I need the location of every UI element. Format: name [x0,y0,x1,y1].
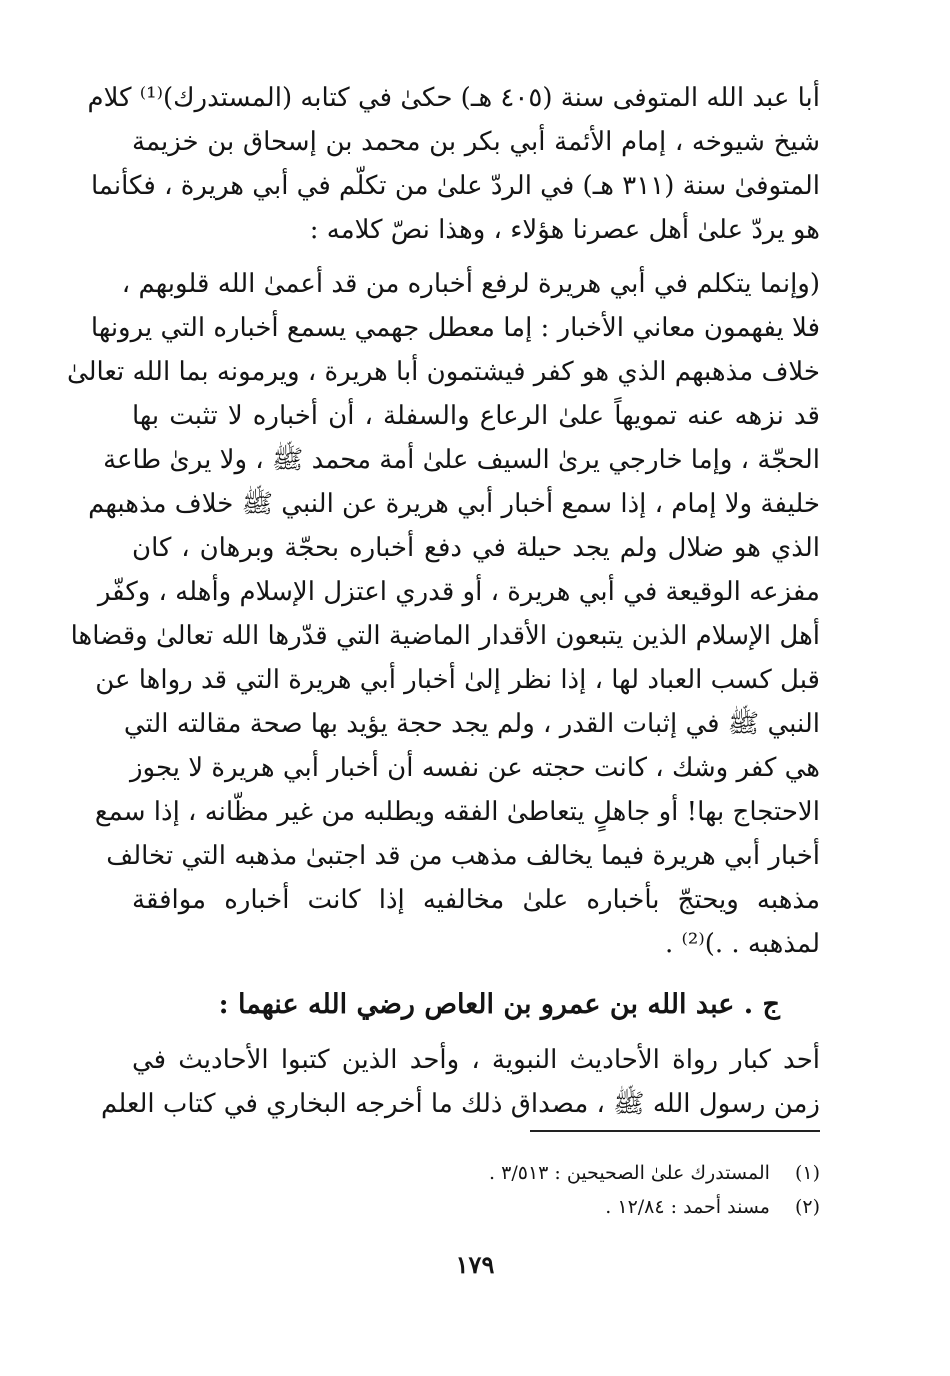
footnote-number: (٢) [794,1196,820,1218]
quote-line: قد نزهه عنه تمويهاً علىٰ الرعاع والسفلة ، أن أخباره لا تثبت بها [132,401,820,431]
footnote [132,1192,820,1222]
quote-line: أخبار أبي هريرة فيما يخالف مذهب من قد اجتبىٰ مذهبه التي تخالف [106,841,820,871]
body-line: هو يردّ علىٰ أهل عصرنا هؤلاء ، وهذا نصّ كلامه : [309,215,820,245]
body-line: المتوفىٰ سنة (٣١١ هـ) في الردّ علىٰ من تكلّم في أبي هريرة ، فكأنما [90,171,820,201]
quote-line: الذي هو ضلال ولم يجد حيلة في دفع أخباره بحجّة وبرهان ، كان [132,533,820,563]
quote-line: مفزعه الوقيعة في أبي هريرة ، أو قدري اعتزل الإسلام وأهله ، وكفّر [97,577,820,607]
quote-line: خلاف مذهبهم الذي هو كفر فيشتمون أبا هريرة ، ويرمونه بما الله تعالىٰ [66,357,820,387]
footnote-separator [530,1130,820,1132]
quote-line: (وإنما يتكلم في أبي هريرة لرفع أخباره من قد أعمىٰ الله قلوبهم ، [121,269,820,299]
body-line: شيخ شيوخه ، إمام الأئمة أبي بكر بن محمد بن إسحاق بن خزيمة [132,127,820,157]
body-line: أحد كبار رواة الأحاديث النبوية ، وأحد الذين كتبوا الأحاديث في [132,1045,820,1075]
page-number: ١٧٩ [455,1250,495,1279]
quote-line: أهل الإسلام الذين يتبعون الأقدار الماضية التي قدّرها الله تعالىٰ وقضاها [70,621,820,651]
quote-line: مذهبه ويحتجّ بأخباره علىٰ مخالفيه إذا كانت أخباره موافقة [132,885,820,915]
quote-line: لمذهبه . .)⁽²⁾ . [664,929,820,959]
footnote-number: (١) [794,1162,820,1184]
quote-line: الاحتجاج بها! أو جاهلٍ يتعاطىٰ الفقه ويطلبه من غير مظّانه ، إذا سمع [94,797,820,827]
body-line: زمن رسول الله ﷺ ، مصداق ذلك ما أخرجه البخاري في كتاب العلم [101,1089,820,1119]
quote-line: خليفة ولا إمام ، إذا سمع أخبار أبي هريرة عن النبي ﷺ خلاف مذهبهم [88,489,820,519]
quote-line: فلا يفهمون معاني الأخبار : إما معطل جهمي يسمع أخباره التي يرونها [90,313,820,343]
footnote-text: المستدرك علىٰ الصحيحين : ٣/٥١٣ . [489,1162,770,1184]
quote-line: النبي ﷺ في إثبات القدر ، ولم يجد حجة يؤيد بها صحة مقالته التي [123,709,820,739]
section-heading: ج . عبد الله بن عمرو بن العاص رضي الله عنهما : [218,989,780,1020]
footnote [132,1158,820,1188]
body-line: أبا عبد الله المتوفى سنة (٤٠٥ هـ) حكىٰ في كتابه (المستدرك)⁽¹⁾ كلام [87,83,820,113]
quote-line: هي كفر وشك ، كانت حجته عن نفسه أن أخبار أبي هريرة لا يجوز [129,753,820,783]
quote-line: قبل كسب العباد لها ، إذا نظر إلىٰ أخبار أبي هريرة التي قد رواها عن [95,665,820,695]
quote-line: الحجّة ، وإما خارجي يرىٰ السيف علىٰ أمة محمد ﷺ ، ولا يرىٰ طاعة [103,445,820,475]
footnote-text: مسند أحمد : ١٢/٨٤ . [605,1196,770,1218]
